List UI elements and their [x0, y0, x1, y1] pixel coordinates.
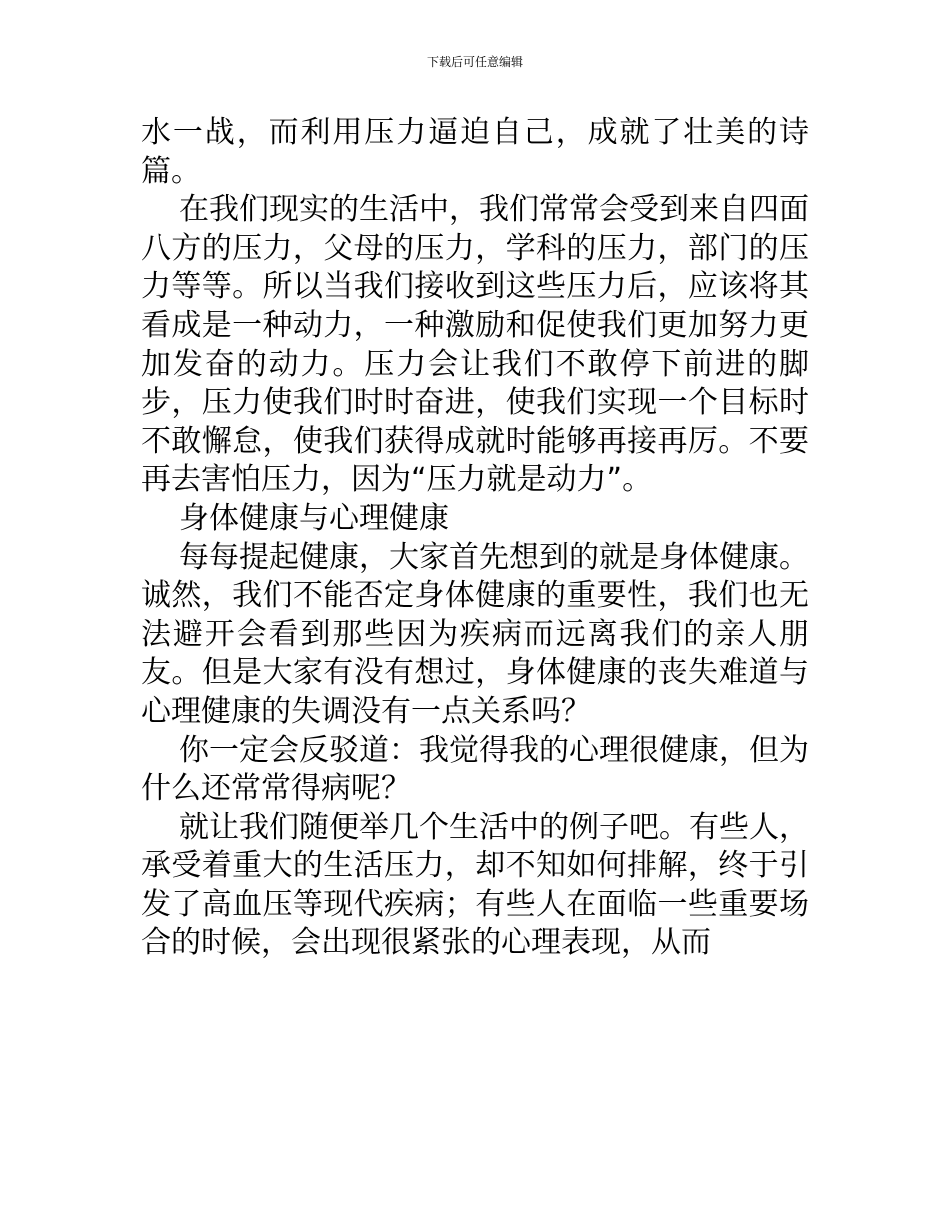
- paragraph: 每每提起健康，大家首先想到的就是身体健康。诚然，我们不能否定身体健康的重要性，我们也无法避开会看到那些因为疾病而远离我们的亲人朋友。但是大家有没有想过，身体健康的丧失难道与心理健康的失调没有一点关系吗？: [141, 539, 809, 729]
- page-header: [0, 54, 950, 70]
- paragraph: 水一战，而利用压力逼迫自己，成就了壮美的诗篇。: [141, 115, 809, 189]
- document-body: [141, 114, 809, 963]
- header-text: 下载后可任意编辑: [426, 55, 523, 69]
- paragraph: 就让我们随便举几个生活中的例子吧。有些人，承受着重大的生活压力，却不知如何排解，终于引发了高血压等现代疾病；有些人在面临一些重要场合的时候，会出现很紧张的心理表现，从而: [141, 809, 809, 961]
- paragraph: 你一定会反驳道：我觉得我的心理很健康，但为什么还常常得病呢？: [141, 732, 809, 807]
- section-heading: 身体健康与心理健康: [179, 500, 449, 536]
- paragraph: 在我们现实的生活中，我们常常会受到来自四面八方的压力，父母的压力，学科的压力，部门的压力等等。所以当我们接收到这些压力后，应该将其看成是一种动力，一种激励和促使我们更加努力更加发奋的动力。压力会让我们不敢停下前进的脚步，压力使我们时时奋进，使我们实现一个目标时不敢懈怠，使我们获得成就时能够再接再厉。不要再去害怕压力，因为“压力就是动力”。: [141, 192, 809, 498]
